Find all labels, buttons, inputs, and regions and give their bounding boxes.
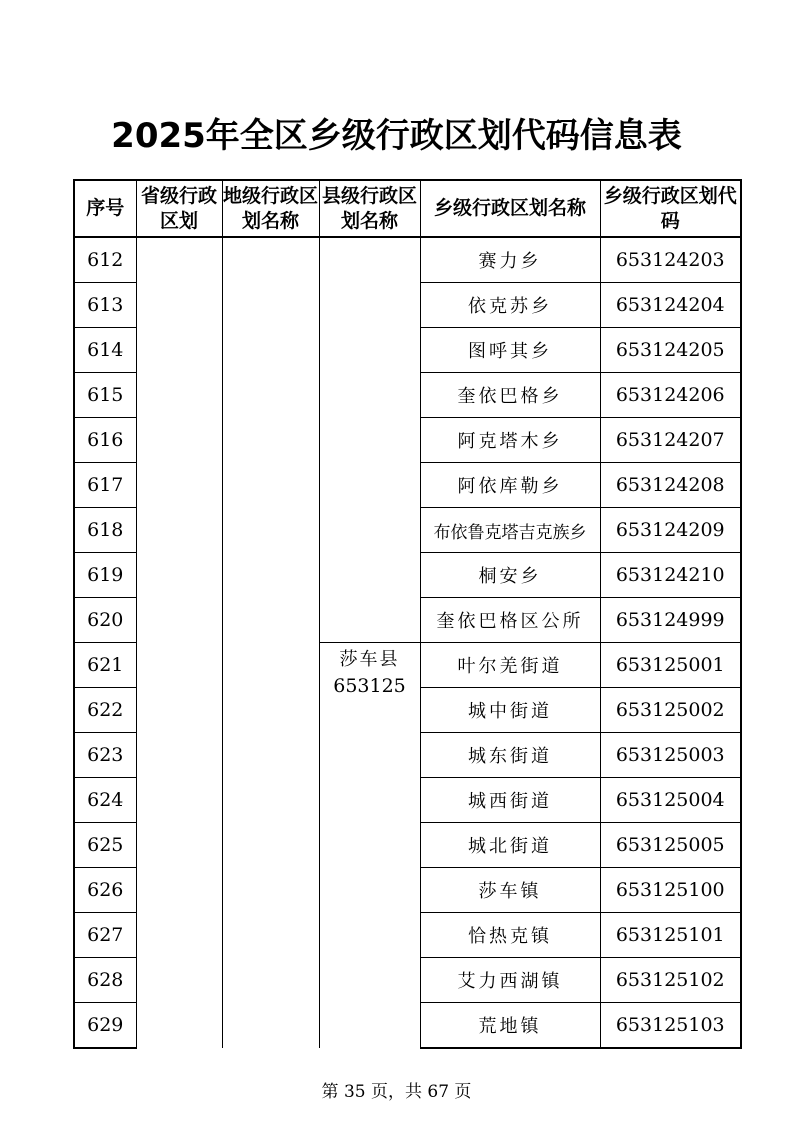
row-township-code: 653125004 [600, 778, 741, 823]
row-township-code: 653124204 [600, 283, 741, 328]
row-township-name: 城东街道 [420, 733, 600, 778]
row-seq: 620 [74, 598, 136, 643]
row-township-name: 桐安乡 [420, 553, 600, 598]
row-township-code: 653124206 [600, 373, 741, 418]
row-seq: 614 [74, 328, 136, 373]
row-township-name: 依克苏乡 [420, 283, 600, 328]
header-prefecture: 地级行政区划名称 [222, 180, 319, 237]
province-cell [136, 237, 222, 1048]
row-township-name: 荒地镇 [420, 1003, 600, 1049]
county-cell-previous [319, 237, 420, 643]
header-township-code: 乡级行政区划代码 [600, 180, 741, 237]
row-township-code: 653125005 [600, 823, 741, 868]
row-township-name: 城西街道 [420, 778, 600, 823]
table-body [74, 237, 741, 1048]
county-cell-shache [319, 643, 420, 1049]
row-township-name: 艾力西湖镇 [420, 958, 600, 1003]
row-seq: 628 [74, 958, 136, 1003]
row-seq: 612 [74, 237, 136, 283]
row-township-name: 赛力乡 [420, 237, 600, 283]
county-name: 莎车县 [339, 649, 400, 670]
table-row [74, 237, 741, 283]
row-township-code: 653125100 [600, 868, 741, 913]
row-township-code: 653125002 [600, 688, 741, 733]
header-township-name: 乡级行政区划名称 [420, 180, 600, 237]
row-seq: 624 [74, 778, 136, 823]
row-township-name: 阿依库勒乡 [420, 463, 600, 508]
row-township-name: 奎依巴格乡 [420, 373, 600, 418]
row-township-code: 653125103 [600, 1003, 741, 1049]
row-township-name: 奎依巴格区公所 [420, 598, 600, 643]
row-township-code: 653124999 [600, 598, 741, 643]
row-township-code: 653124208 [600, 463, 741, 508]
row-seq: 621 [74, 643, 136, 688]
row-township-code: 653125102 [600, 958, 741, 1003]
row-township-code: 653124203 [600, 237, 741, 283]
row-seq: 616 [74, 418, 136, 463]
row-township-code: 653124210 [600, 553, 741, 598]
row-township-name: 城北街道 [420, 823, 600, 868]
county-code: 653125 [333, 675, 406, 697]
row-seq: 623 [74, 733, 136, 778]
row-seq: 629 [74, 1003, 136, 1049]
row-township-code: 653124209 [600, 508, 741, 553]
division-code-table [73, 179, 742, 1049]
row-seq: 619 [74, 553, 136, 598]
header-seq: 序号 [74, 180, 136, 237]
row-seq: 626 [74, 868, 136, 913]
row-township-name: 莎车镇 [420, 868, 600, 913]
page-title: 2025年全区乡级行政区划代码信息表 [111, 116, 682, 156]
row-township-name: 叶尔羌街道 [420, 643, 600, 688]
row-seq: 615 [74, 373, 136, 418]
header-province: 省级行政区划 [136, 180, 222, 237]
row-township-name: 城中街道 [420, 688, 600, 733]
row-seq: 625 [74, 823, 136, 868]
prefecture-cell [222, 237, 319, 1048]
row-seq: 618 [74, 508, 136, 553]
row-township-code: 653124207 [600, 418, 741, 463]
row-township-code: 653125001 [600, 643, 741, 688]
page-footer: 第 35 页，共 67 页 [321, 1082, 472, 1102]
table-header-row [74, 180, 741, 237]
row-seq: 617 [74, 463, 136, 508]
row-township-code: 653124205 [600, 328, 741, 373]
header-county: 县级行政区划名称 [319, 180, 420, 237]
row-seq: 627 [74, 913, 136, 958]
row-township-name: 图呼其乡 [420, 328, 600, 373]
row-township-code: 653125003 [600, 733, 741, 778]
row-township-name: 恰热克镇 [420, 913, 600, 958]
row-seq: 613 [74, 283, 136, 328]
row-township-name: 阿克塔木乡 [420, 418, 600, 463]
row-seq: 622 [74, 688, 136, 733]
row-township-code: 653125101 [600, 913, 741, 958]
row-township-name: 布依鲁克塔吉克族乡 [420, 508, 600, 553]
